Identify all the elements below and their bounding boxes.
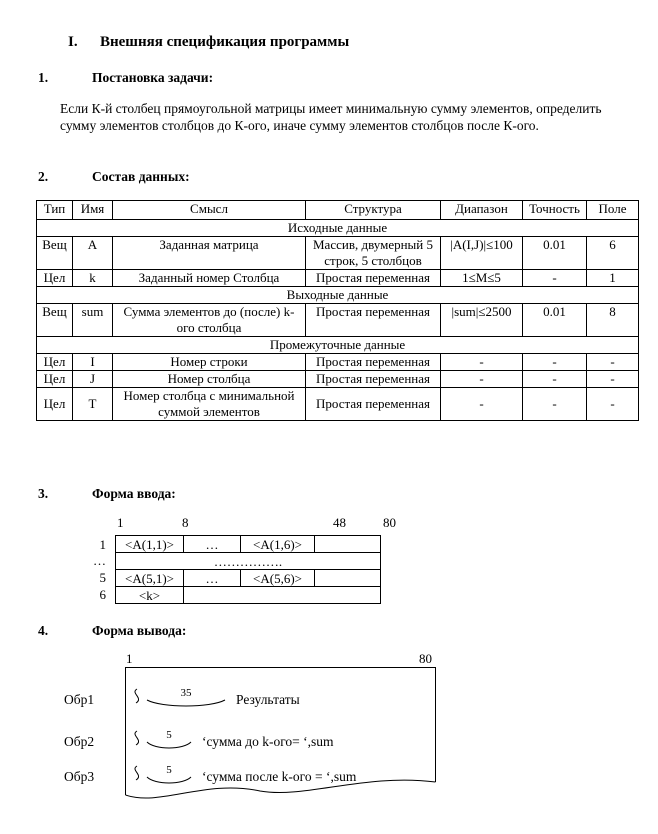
table-row xyxy=(37,304,639,337)
table-cell: k xyxy=(73,270,113,287)
skip-width-number: 5 xyxy=(166,764,172,776)
table-group-row xyxy=(37,220,639,237)
table-cell: Цел xyxy=(37,354,73,371)
section-title-1: Постановка задачи: xyxy=(92,70,214,85)
table-cell: Простая переменная xyxy=(306,304,441,337)
table-cell: Заданная матрица xyxy=(113,237,306,270)
section-title-4: Форма вывода: xyxy=(92,623,187,638)
underbrace-icon xyxy=(146,776,192,785)
input-cell xyxy=(315,536,381,553)
table-cell: Сумма элементов до (после) k-ого столбца xyxy=(113,304,306,337)
skip-width-number: 35 xyxy=(180,687,192,699)
table-cell: Простая переменная xyxy=(306,371,441,388)
input-cell: … xyxy=(184,536,241,553)
input-form-row xyxy=(116,570,381,587)
table-cell: Цел xyxy=(37,270,73,287)
table-cell: T xyxy=(73,388,113,421)
title-number: I. xyxy=(68,34,78,50)
section-title-3: Форма ввода: xyxy=(92,486,176,501)
input-cell xyxy=(315,570,381,587)
underbrace-icon xyxy=(146,699,226,708)
column-header: Точность xyxy=(523,201,587,220)
table-cell: - xyxy=(441,388,523,421)
input-cell: <A(5,1)> xyxy=(116,570,184,587)
output-line xyxy=(64,761,356,785)
underbrace-icon xyxy=(146,741,192,750)
ruler-mark: 1 xyxy=(126,651,133,666)
output-line-text: ‘сумма до k-ого= ‘,sum xyxy=(202,734,334,749)
table-cell: Простая переменная xyxy=(306,270,441,287)
skip-width-brace xyxy=(146,688,226,708)
ruler-mark: 80 xyxy=(383,515,396,530)
output-line-label: Обр2 xyxy=(64,734,95,749)
table-cell: 0.01 xyxy=(523,304,587,337)
table-cell: Вещ xyxy=(37,304,73,337)
table-cell: 1≤M≤5 xyxy=(441,270,523,287)
table-cell: |sum|≤2500 xyxy=(441,304,523,337)
column-header: Смысл xyxy=(113,201,306,220)
ruler-mark: 48 xyxy=(333,515,346,530)
output-line xyxy=(64,684,300,708)
section-number-1: 1. xyxy=(38,70,49,85)
table-cell: Вещ xyxy=(37,237,73,270)
table-header-row xyxy=(37,201,639,220)
document-title xyxy=(68,34,349,51)
squiggle-icon xyxy=(128,688,140,708)
table-cell: Простая переменная xyxy=(306,388,441,421)
input-form-row xyxy=(116,587,381,604)
ruler-mark: 80 xyxy=(419,651,432,666)
output-line-text: ‘сумма после k-ого = ‘,sum xyxy=(202,769,357,784)
ruler-mark: 8 xyxy=(182,515,189,530)
input-form-row xyxy=(116,553,381,570)
input-cell: <k> xyxy=(116,587,184,604)
table-cell: Массив, двумерный 5 строк, 5 столбцов xyxy=(306,237,441,270)
table-cell: Простая переменная xyxy=(306,354,441,371)
column-header: Структура xyxy=(306,201,441,220)
table-cell: - xyxy=(587,388,639,421)
table-cell: Номер строки xyxy=(113,354,306,371)
table-cell: 6 xyxy=(587,237,639,270)
table-cell: - xyxy=(523,388,587,421)
group-label: Промежуточные данные xyxy=(37,337,639,354)
table-cell: - xyxy=(587,354,639,371)
group-label: Исходные данные xyxy=(37,220,639,237)
output-line-label: Обр3 xyxy=(64,769,95,784)
table-row xyxy=(37,371,639,388)
section-heading-2 xyxy=(38,169,190,185)
output-line-label: Обр1 xyxy=(64,692,95,707)
table-cell: Номер столбца с минимальной суммой элементов xyxy=(113,388,306,421)
output-form-diagram xyxy=(0,648,658,826)
column-header: Поле xyxy=(587,201,639,220)
section-heading-3 xyxy=(38,486,176,502)
table-cell: Номер столбца xyxy=(113,371,306,388)
table-cell: - xyxy=(441,371,523,388)
task-statement: Если К-й столбец прямоугольной матрицы имеет минимальную сумму элементов, определить сумму элементов столбцов до К-ого, иначе сумму элементов столбцов после К-ого. xyxy=(60,101,602,133)
table-cell: - xyxy=(587,371,639,388)
section-heading-1 xyxy=(38,70,213,86)
table-cell: sum xyxy=(73,304,113,337)
group-label: Выходные данные xyxy=(37,287,639,304)
input-cell: <A(1,6)> xyxy=(241,536,315,553)
data-composition-table xyxy=(36,200,639,421)
squiggle-icon xyxy=(128,765,140,785)
table-row xyxy=(37,270,639,287)
skip-width-brace xyxy=(146,765,192,785)
output-line-text: Результаты xyxy=(236,692,300,707)
input-form-diagram xyxy=(0,512,658,614)
output-line xyxy=(64,726,334,750)
table-row xyxy=(37,237,639,270)
input-cell: <A(5,6)> xyxy=(241,570,315,587)
table-group-row xyxy=(37,287,639,304)
section-number-4: 4. xyxy=(38,623,49,638)
column-header: Тип xyxy=(37,201,73,220)
input-row-label: 5 xyxy=(99,570,106,585)
table-cell: - xyxy=(523,371,587,388)
table-cell: - xyxy=(523,270,587,287)
table-row xyxy=(37,388,639,421)
table-cell: Цел xyxy=(37,371,73,388)
input-row-label: … xyxy=(93,553,106,568)
table-cell: |A(I,J)|≤100 xyxy=(441,237,523,270)
table-cell: Заданный номер Столбца xyxy=(113,270,306,287)
ruler-mark: 1 xyxy=(117,515,124,530)
section-number-3: 3. xyxy=(38,486,49,501)
input-cell: <A(1,1)> xyxy=(116,536,184,553)
section-number-2: 2. xyxy=(38,169,49,184)
table-cell: 8 xyxy=(587,304,639,337)
input-cell: … xyxy=(184,570,241,587)
table-cell: Цел xyxy=(37,388,73,421)
table-cell: J xyxy=(73,371,113,388)
column-header: Имя xyxy=(73,201,113,220)
input-row-label: 6 xyxy=(99,587,106,602)
table-cell: 1 xyxy=(587,270,639,287)
table-cell: - xyxy=(441,354,523,371)
table-row xyxy=(37,354,639,371)
input-form-row xyxy=(116,536,381,553)
skip-width-number: 5 xyxy=(166,729,172,741)
input-row-label: 1 xyxy=(99,537,106,552)
input-form-table xyxy=(115,535,381,604)
input-cell xyxy=(184,587,381,604)
input-cell: ……………. xyxy=(116,553,381,570)
column-header: Диапазон xyxy=(441,201,523,220)
table-group-row xyxy=(37,337,639,354)
table-cell: - xyxy=(523,354,587,371)
skip-width-brace xyxy=(146,730,192,750)
table-cell: A xyxy=(73,237,113,270)
table-cell: 0.01 xyxy=(523,237,587,270)
table-cell: I xyxy=(73,354,113,371)
section-heading-4 xyxy=(38,623,186,639)
squiggle-icon xyxy=(128,730,140,750)
title-text: Внешняя спецификация программы xyxy=(100,34,350,50)
section-title-2: Состав данных: xyxy=(92,169,190,184)
